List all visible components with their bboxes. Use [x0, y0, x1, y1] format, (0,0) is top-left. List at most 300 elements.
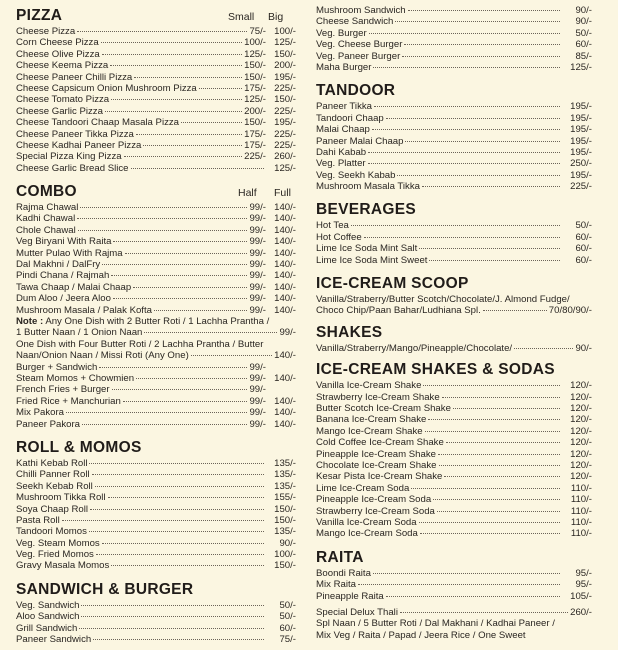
price-first: 75/-	[249, 26, 266, 37]
leader-dots	[143, 145, 242, 146]
leader-dots	[110, 65, 242, 66]
menu-item-row	[316, 255, 592, 266]
menu-item-row	[316, 181, 592, 192]
menu-item-row	[316, 113, 592, 124]
price-second: 225/-	[274, 139, 296, 151]
leader-dots	[113, 298, 248, 299]
price-second: 260/-	[274, 151, 296, 163]
item-name: Rajma Chawal	[16, 202, 79, 214]
price-first: 225/-	[244, 151, 266, 163]
item-price: 90/-	[279, 537, 296, 549]
beverages-header	[316, 196, 592, 220]
menu-item-row	[316, 232, 592, 243]
menu-item-row	[16, 37, 296, 48]
leader-dots	[368, 163, 560, 164]
price-first: 150/-	[244, 71, 266, 83]
item-name: Maha Burger	[316, 61, 372, 73]
price-second: 195/-	[274, 117, 296, 129]
item-price: 110/-	[570, 482, 592, 494]
price-second: 140/-	[274, 224, 296, 236]
price-first: 200/-	[244, 105, 266, 117]
menu-item-row	[16, 504, 296, 515]
shakes-header	[316, 321, 592, 343]
item-name: Chilli Panner Roll	[16, 469, 90, 481]
menu-item-row	[316, 101, 592, 112]
menu-item-row	[16, 538, 296, 549]
leader-dots	[96, 554, 264, 555]
item-name: Grill Sandwich	[16, 622, 78, 634]
menu-item-row	[16, 384, 296, 395]
item-name: Special Pizza King Pizza	[16, 151, 122, 163]
price-first: 99/-	[249, 259, 266, 271]
sandwich-list-left	[16, 600, 296, 646]
price-second: 140/-	[274, 270, 296, 282]
item-price: 95/-	[575, 567, 592, 579]
icecream-shakes-list	[316, 380, 592, 539]
leader-dots	[112, 389, 248, 390]
combo-note2-text2: Naan/Onion Naan / Missi Roti (Any One)	[16, 350, 189, 362]
menu-item-row	[316, 124, 592, 135]
item-price: 60/-	[279, 622, 296, 634]
pizza-header	[16, 2, 296, 26]
tandoor-header	[316, 77, 592, 101]
price-first: 175/-	[244, 139, 266, 151]
item-price: 120/-	[570, 403, 592, 415]
item-name: Cheese Garlic Pizza	[16, 105, 103, 117]
menu-item-row	[16, 362, 296, 373]
menu-item-row	[316, 494, 592, 505]
item-name: Seekh Kebab Roll	[16, 480, 93, 492]
item-name: Kadhi Chawal	[16, 213, 76, 225]
leader-dots	[444, 476, 560, 477]
menu-item-row	[316, 403, 592, 414]
menu-item-row	[316, 426, 592, 437]
menu-item-row	[16, 600, 296, 611]
thali-row	[316, 607, 592, 618]
leader-dots	[438, 454, 560, 455]
menu-item-row	[16, 202, 296, 213]
col-big-label: Big	[268, 11, 284, 23]
thali-line1: Spl Naan / 5 Butter Roti / Dal Makhani / Kadhai Paneer /	[316, 618, 555, 630]
item-price: 150/-	[274, 514, 296, 526]
menu-item-row	[316, 414, 592, 425]
item-price: 100/-	[274, 549, 296, 561]
leader-dots	[386, 596, 560, 597]
leader-dots	[113, 241, 247, 242]
item-price: 150/-	[274, 503, 296, 515]
item-price: 120/-	[570, 448, 592, 460]
shakes-flavors: Vanilla/Straberry/Mango/Pineapple/Chocolate/	[316, 342, 513, 354]
item-name: Fried Rice + Manchurian	[16, 395, 121, 407]
leader-dots	[404, 44, 560, 45]
section-title-roll: ROLL & MOMOS	[16, 438, 142, 456]
menu-item-row	[16, 458, 296, 469]
leader-dots	[199, 88, 242, 89]
menu-item-row	[16, 407, 296, 418]
section-title-beverages: BEVERAGES	[316, 201, 417, 219]
item-name: Tandoori Momos	[16, 526, 87, 538]
item-price: 105/-	[570, 590, 592, 602]
item-name: Vanilla Ice-Cream Shake	[316, 380, 422, 392]
menu-item-row	[16, 270, 296, 281]
item-name: Pasta Roll	[16, 514, 60, 526]
leader-dots	[81, 605, 264, 606]
item-name: Pineapple Ice-Cream Soda	[316, 494, 432, 506]
scoop-flavors: Choco Chip/Paan Bahar/Ludhiana Spl.	[316, 305, 481, 317]
price-second: 140/-	[274, 407, 296, 419]
combo-extra-list	[16, 362, 296, 430]
item-price: 125/-	[570, 61, 592, 73]
leader-dots	[102, 543, 264, 544]
scoop-line2	[316, 305, 592, 316]
menu-item-row	[16, 49, 296, 60]
item-price: 135/-	[274, 480, 296, 492]
item-price: 195/-	[570, 112, 592, 124]
menu-item-row	[16, 129, 296, 140]
item-price: 120/-	[570, 391, 592, 403]
leader-dots	[374, 106, 560, 107]
leader-dots	[423, 385, 560, 386]
leader-dots	[111, 275, 247, 276]
price-first: 99/-	[249, 304, 266, 316]
roll-list	[16, 458, 296, 572]
section-title-scoop: ICE-CREAM SCOOP	[316, 275, 469, 293]
item-name: Burger + Sandwich	[16, 361, 98, 373]
item-name: Mix Raita	[316, 579, 356, 591]
item-name: Veg. Sandwich	[16, 599, 80, 611]
leader-dots	[422, 186, 560, 187]
menu-item-row	[316, 517, 592, 528]
leader-dots	[79, 628, 264, 629]
item-name: Vanilla Ice-Cream Soda	[316, 516, 417, 528]
menu-item-row	[316, 471, 592, 482]
menu-item-row	[16, 293, 296, 304]
item-price: 110/-	[570, 516, 592, 528]
price-second: 225/-	[274, 128, 296, 140]
leader-dots	[433, 499, 560, 500]
leader-dots	[80, 207, 247, 208]
section-title-combo: COMBO	[16, 183, 77, 201]
shakes-line	[316, 343, 592, 354]
item-name: Cheese Tandoori Chaap Masala Pizza	[16, 117, 180, 129]
menu-item-row	[16, 492, 296, 503]
icecream-shakes-header	[316, 358, 592, 380]
combo-note2-line2	[16, 350, 296, 361]
leader-dots	[144, 332, 277, 333]
item-name: Boondi Raita	[316, 567, 371, 579]
item-name: Veg. Platter	[316, 158, 366, 170]
price-first: 99/-	[249, 236, 266, 248]
price-first: 99/-	[249, 418, 266, 430]
item-name: Banana Ice-Cream Shake	[316, 414, 427, 426]
leader-dots	[439, 465, 560, 466]
leader-dots	[358, 584, 560, 585]
item-price: 60/-	[575, 39, 592, 51]
item-name: Hot Coffee	[316, 231, 362, 243]
menu-item-row	[316, 483, 592, 494]
price-second: 140/-	[274, 293, 296, 305]
sandwich-header	[16, 576, 296, 600]
leader-dots	[81, 616, 264, 617]
item-price: 85/-	[575, 50, 592, 62]
leader-dots	[123, 401, 248, 402]
leader-dots	[419, 522, 560, 523]
item-price: 50/-	[575, 220, 592, 232]
combo-list	[16, 202, 296, 316]
price-second: 140/-	[274, 259, 296, 271]
menu-item-row	[16, 481, 296, 492]
item-name: Cheese Garlic Bread Slice	[16, 162, 129, 174]
leader-dots	[437, 511, 560, 512]
leader-dots	[397, 175, 560, 176]
price-first: 100/-	[244, 37, 266, 49]
leader-dots	[453, 408, 560, 409]
item-price: 120/-	[570, 425, 592, 437]
section-title-shakes: SHAKES	[316, 323, 383, 341]
menu-item-row	[16, 26, 296, 37]
price-first: 99/-	[249, 373, 266, 384]
raita-list	[316, 568, 592, 602]
leader-dots	[108, 497, 264, 498]
item-name: Paneer Sandwich	[16, 634, 92, 646]
leader-dots	[395, 21, 560, 22]
item-name: Mushroom Masala Tikka	[316, 181, 420, 193]
item-name: Hot Tea	[316, 220, 349, 232]
sandwich-list-right	[316, 5, 592, 73]
price-second: 195/-	[274, 71, 296, 83]
leader-dots	[514, 348, 573, 349]
item-price: 195/-	[570, 101, 592, 113]
price-second: 140/-	[274, 304, 296, 316]
menu-item-row	[316, 170, 592, 181]
leader-dots	[154, 310, 247, 311]
menu-item-row	[16, 140, 296, 151]
menu-item-row	[16, 72, 296, 83]
item-name: Veg. Paneer Burger	[316, 50, 401, 62]
price-second: 200/-	[274, 60, 296, 72]
item-name: Veg. Steam Momos	[16, 537, 100, 549]
menu-item-row	[16, 236, 296, 247]
item-price: 225/-	[570, 181, 592, 193]
menu-item-row	[316, 392, 592, 403]
price-first: 125/-	[244, 48, 266, 60]
menu-item-row	[16, 117, 296, 128]
leader-dots	[62, 520, 264, 521]
item-name: Cheese Paneer Chilli Pizza	[16, 71, 133, 83]
price-first: 99/-	[249, 224, 266, 236]
leader-dots	[105, 111, 242, 112]
leader-dots	[372, 129, 560, 130]
item-price: 90/-	[575, 16, 592, 28]
menu-item-row	[316, 62, 592, 73]
item-name: Cheese Kadhai Paneer Pizza	[16, 139, 142, 151]
item-name: Lime Ice Soda Mint Salt	[316, 243, 418, 255]
col-small-label: Small	[228, 11, 255, 23]
price-first: 99/-	[249, 407, 266, 419]
item-price: 110/-	[570, 505, 592, 517]
item-name: Malai Chaap	[316, 124, 370, 136]
item-name: Cheese Keema Pizza	[16, 60, 109, 72]
leader-dots	[77, 31, 247, 32]
leader-dots	[429, 260, 560, 261]
price-first: 99/-	[249, 270, 266, 282]
price-first: 150/-	[244, 117, 266, 129]
item-name: Mushroom Tikka Roll	[16, 492, 106, 504]
menu-item-row	[16, 163, 296, 174]
price-second: 140/-	[274, 247, 296, 259]
leader-dots	[408, 10, 560, 11]
price-first: 99/-	[249, 384, 266, 396]
menu-item-row	[16, 213, 296, 224]
leader-dots	[125, 253, 248, 254]
item-name: Paneer Pakora	[16, 418, 80, 430]
menu-item-row	[316, 568, 592, 579]
leader-dots	[92, 474, 264, 475]
menu-item-row	[316, 449, 592, 460]
section-title-icecream-shakes: ICE-CREAM SHAKES & SODAS	[316, 361, 555, 379]
leader-dots	[77, 218, 247, 219]
item-name: Tawa Chaap / Malai Chaap	[16, 281, 132, 293]
combo-note-text2: 1 Butter Naan / 1 Onion Naan	[16, 327, 143, 339]
menu-item-row	[16, 373, 296, 384]
raita-header	[316, 544, 592, 568]
item-name: Cheese Capsicum Onion Mushroom Pizza	[16, 82, 197, 94]
menu-item-row	[16, 549, 296, 560]
item-name: Tandoori Chaap	[316, 112, 384, 124]
menu-item-row	[316, 39, 592, 50]
leader-dots	[405, 141, 560, 142]
item-name: Mushroom Sandwich	[316, 5, 406, 16]
menu-item-row	[16, 611, 296, 622]
leader-dots	[368, 152, 560, 153]
menu-item-row	[16, 248, 296, 259]
price-first: 99/-	[249, 293, 266, 305]
price-second: 100/-	[274, 26, 296, 37]
item-name: Veg. Burger	[316, 27, 367, 39]
item-name: Veg. Cheese Burger	[316, 39, 403, 51]
menu-item-row	[316, 591, 592, 602]
item-name: Dal Makhni / DalFry	[16, 259, 101, 271]
leader-dots	[411, 488, 560, 489]
combo-note-price: 99/-	[279, 327, 296, 339]
leader-dots	[66, 412, 247, 413]
beverages-list	[316, 220, 592, 266]
leader-dots	[111, 565, 264, 566]
leader-dots	[101, 42, 242, 43]
item-price: 150/-	[274, 560, 296, 572]
item-name: Dahi Kabab	[316, 146, 367, 158]
item-price: 135/-	[274, 457, 296, 469]
price-second: 225/-	[274, 105, 296, 117]
menu-item-row	[16, 282, 296, 293]
item-name: Kesar Pista Ice-Cream Shake	[316, 471, 443, 483]
leader-dots	[419, 248, 560, 249]
item-name: Kathi Kebab Roll	[16, 457, 88, 469]
menu-item-row	[16, 83, 296, 94]
price-second: 150/-	[274, 48, 296, 60]
menu-item-row	[16, 623, 296, 634]
leader-dots	[191, 355, 272, 356]
leader-dots	[78, 230, 248, 231]
item-price: 120/-	[570, 471, 592, 483]
col-full-label: Full	[274, 187, 291, 200]
shakes-price: 90/-	[575, 342, 592, 354]
leader-dots	[99, 367, 247, 368]
item-name: Cheese Pizza	[16, 26, 76, 37]
price-second: 125/-	[274, 37, 296, 49]
item-price: 60/-	[575, 254, 592, 266]
menu-item-row	[316, 437, 592, 448]
leader-dots	[373, 573, 560, 574]
item-name: Mango Ice-Cream Shake	[316, 425, 423, 437]
price-first: 150/-	[244, 60, 266, 72]
combo-note2-line1: One Dish with Four Butter Roti / 2 Lachha Prantha / Butter	[16, 338, 264, 350]
combo-header	[16, 178, 296, 202]
leader-dots	[386, 118, 560, 119]
leader-dots	[364, 237, 560, 238]
leader-dots	[133, 287, 247, 288]
leader-dots	[102, 54, 242, 55]
item-name: Cheese Tomato Pizza	[16, 94, 110, 106]
price-second: 225/-	[274, 82, 296, 94]
price-second: 140/-	[274, 202, 296, 214]
leader-dots	[446, 442, 560, 443]
thali-price: 260/-	[570, 606, 592, 618]
menu-item-row	[16, 259, 296, 270]
menu-item-row	[316, 136, 592, 147]
scoop-header	[316, 270, 592, 294]
price-second: 140/-	[274, 373, 296, 384]
left-column	[16, 0, 296, 645]
menu-item-row	[316, 147, 592, 158]
item-name: Veg. Seekh Kabab	[316, 169, 396, 181]
item-name: Chocolate Ice-Cream Shake	[316, 459, 437, 471]
menu-item-row	[316, 243, 592, 254]
menu-item-row	[16, 560, 296, 571]
section-title-raita: RAITA	[316, 548, 364, 566]
item-name: Corn Cheese Pizza	[16, 37, 99, 49]
leader-dots	[89, 463, 264, 464]
leader-dots	[351, 225, 560, 226]
item-name: Mutter Pulao With Rajma	[16, 247, 123, 259]
item-name: Mango Ice-Cream Soda	[316, 528, 418, 540]
item-price: 75/-	[279, 634, 296, 646]
combo-note-line1	[16, 316, 296, 327]
menu-item-row	[316, 528, 592, 539]
menu-item-row	[16, 60, 296, 71]
price-second: 140/-	[274, 418, 296, 430]
item-name: Paneer Malai Chaap	[316, 135, 404, 147]
leader-dots	[483, 310, 547, 311]
item-name: Veg. Fried Momos	[16, 549, 94, 561]
menu-item-row	[316, 579, 592, 590]
menu-item-row	[316, 380, 592, 391]
item-name: Lime Ice-Cream Soda	[316, 482, 410, 494]
thali-name: Special Delux Thali	[316, 606, 398, 618]
leader-dots	[369, 33, 560, 34]
section-title-pizza: PIZZA	[16, 7, 63, 24]
leader-dots	[425, 431, 560, 432]
item-price: 110/-	[570, 528, 592, 540]
leader-dots	[420, 533, 560, 534]
item-price: 195/-	[570, 135, 592, 147]
menu-item-row	[16, 469, 296, 480]
combo-note-line2	[16, 327, 296, 338]
leader-dots	[402, 56, 560, 57]
leader-dots	[442, 397, 560, 398]
leader-dots	[111, 99, 242, 100]
item-price: 155/-	[274, 492, 296, 504]
